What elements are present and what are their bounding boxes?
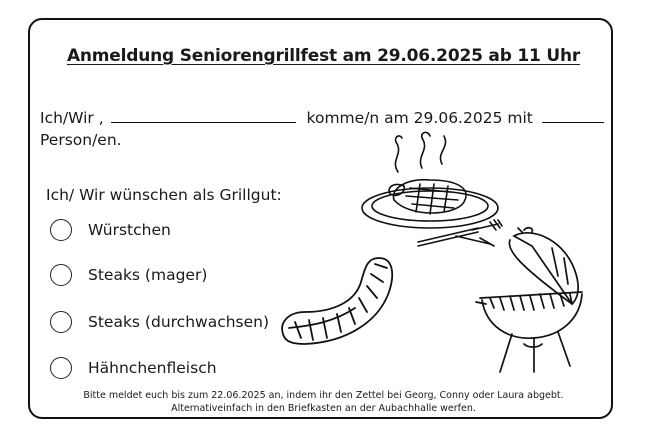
attendance-line (40, 108, 604, 127)
page-title: Anmeldung Seniorengrillfest am 29.06.2025 ab 11 Uhr (66, 46, 581, 66)
footer-line-1: Bitte meldet euch bis zum 22.06.2025 an, indem ihr den Zettel bei Georg, Conny oder Laura abgebt. (83, 390, 564, 401)
kettle-grill-icon (472, 226, 592, 376)
option-wuerstchen[interactable] (50, 217, 171, 243)
sausage-icon (275, 252, 400, 352)
attendance-text: komme/n am 29.06.2025 mit (306, 109, 533, 127)
names-prefix: Ich/Wir , (40, 109, 104, 127)
radio-circle[interactable] (50, 219, 72, 241)
persons-count-field[interactable] (542, 108, 604, 123)
option-steaks-mager[interactable] (50, 262, 207, 288)
persons-suffix: Person/en. (40, 131, 122, 149)
footer-line-2: Alternativeinfach in den Briefkasten an der Aubachhalle werfen. (171, 403, 476, 414)
option-label: Würstchen (88, 221, 171, 239)
option-steaks-durchwachsen[interactable] (50, 309, 269, 335)
option-label: Steaks (durchwachsen) (88, 313, 270, 331)
radio-circle[interactable] (50, 357, 72, 379)
option-label: Steaks (mager) (88, 266, 208, 284)
radio-circle[interactable] (50, 311, 72, 333)
option-haehnchenfleisch[interactable] (50, 355, 217, 381)
footer-note (0, 389, 647, 415)
radio-circle[interactable] (50, 264, 72, 286)
option-label: Hähnchenfleisch (88, 359, 217, 377)
names-field[interactable] (111, 108, 296, 123)
grill-prompt: Ich/ Wir wünschen als Grillgut: (46, 186, 282, 204)
